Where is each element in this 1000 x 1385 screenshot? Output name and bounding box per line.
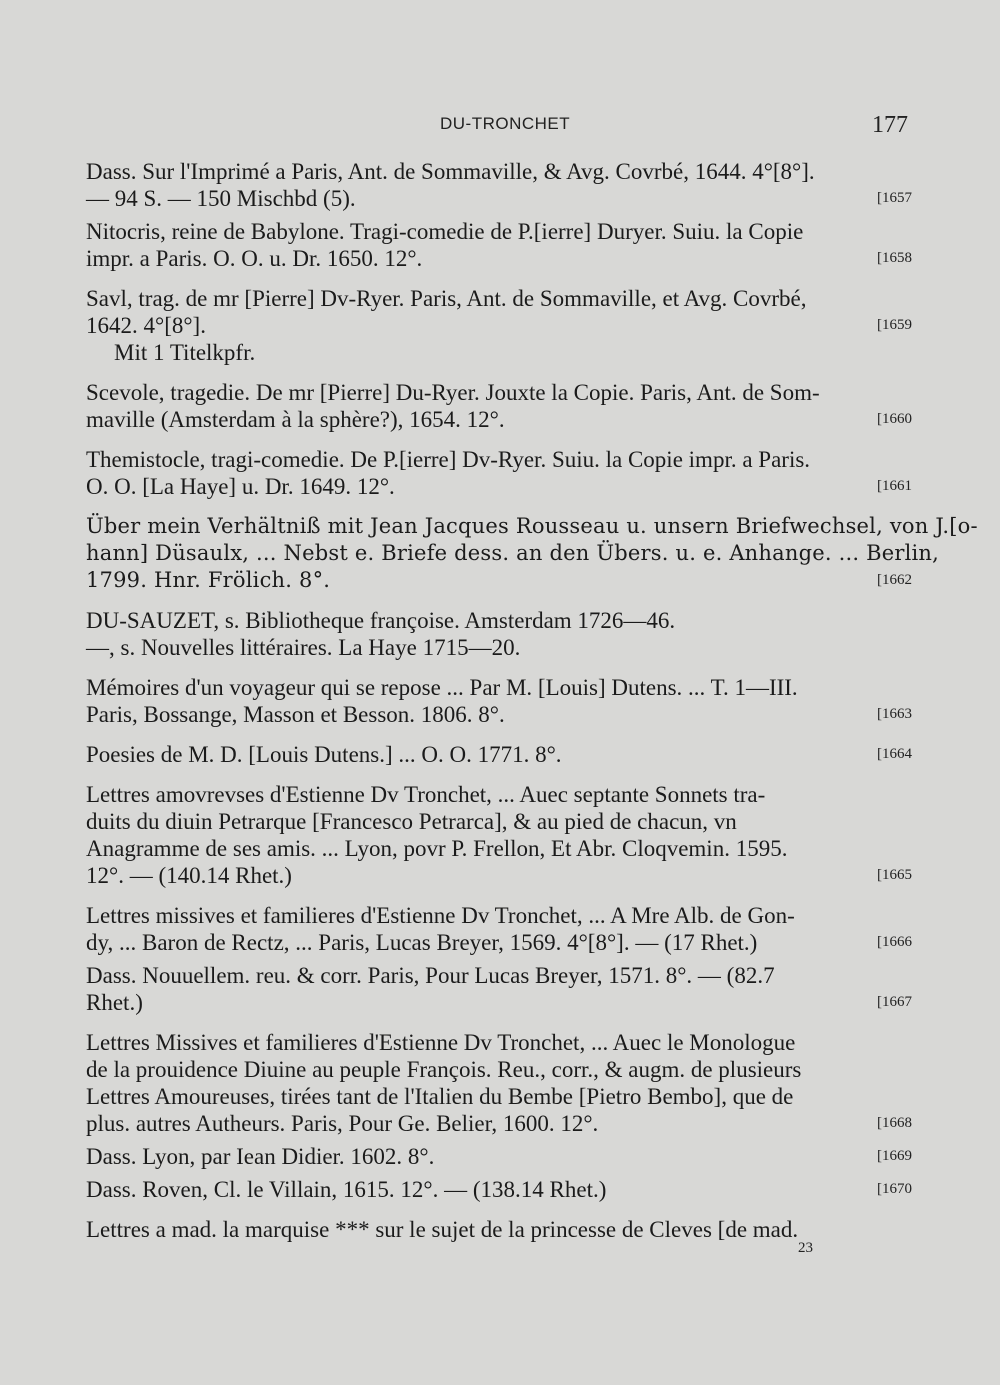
page-header [0, 112, 1000, 142]
catalog-entry [86, 1029, 912, 1137]
entry-line: dy, ... Baron de Rectz, ... Paris, Lucas Breyer, 1569. 4°[8°]. — (17 Rhet.) [86, 930, 758, 955]
catalog-entry [86, 446, 912, 500]
entry-line: Rhet.) [86, 990, 143, 1015]
entry-number: [1659 [877, 317, 912, 333]
entry-line: Lettres amovrevses d'Estienne Dv Tronchet, ... Auec septante Sonnets tra- [86, 782, 766, 807]
entry-line: de la prouidence Diuine au peuple François. Reu., corr., & augm. de plusieurs [86, 1057, 802, 1082]
catalog-entry [86, 1176, 912, 1203]
entry-line: Paris, Bossange, Masson et Besson. 1806. 8°. [86, 702, 505, 727]
catalog-entry [86, 379, 912, 433]
entry-line: Dass. Sur l'Imprimé a Paris, Ant. de Sommaville, & Avg. Covrbé, 1644. 4°[8°]. [86, 159, 815, 184]
entry-line: Mit 1 Titelkpfr. [114, 340, 256, 365]
catalog-entry [86, 674, 912, 728]
entry-line: 1642. 4°[8°]. [86, 313, 206, 338]
catalog-entry [86, 962, 912, 1016]
entry-number: [1663 [877, 706, 912, 722]
entry-line: Themistocle, tragi-comedie. De P.[ierre] Dv-Ryer. Suiu. la Copie impr. a Paris. [86, 447, 811, 472]
catalog-entry [86, 1216, 912, 1243]
entry-line: Anagramme de ses amis. ... Lyon, povr P. Frellon, Et Abr. Cloqvemin. 1595. [86, 836, 788, 861]
entry-line: Lettres missives et familieres d'Estienne Dv Tronchet, ... A Mre Alb. de Gon- [86, 903, 795, 928]
entry-line: maville (Amsterdam à la sphère?), 1654. 12°. [86, 407, 505, 432]
entry-number: [1667 [877, 994, 912, 1010]
catalog-entry [86, 741, 912, 768]
entry-line: impr. a Paris. O. O. u. Dr. 1650. 12°. [86, 246, 423, 271]
catalog-entry [86, 158, 912, 212]
entry-line: Lettres Amoureuses, tirées tant de l'Italien du Bembe [Pietro Bembo], que de [86, 1084, 794, 1109]
catalog-entry [86, 285, 912, 366]
catalog-entry [86, 781, 912, 889]
catalog-entry [86, 607, 912, 661]
entry-line: hann] Düsaulx, ... Nebst e. Briefe dess. an den Übers. u. e. Anhange. ... Berlin, [86, 541, 940, 565]
catalog-entries [86, 158, 978, 1256]
entry-line: plus. autres Autheurs. Paris, Pour Ge. Belier, 1600. 12°. [86, 1111, 599, 1136]
entry-line: DU-SAUZET, s. Bibliotheque françoise. Amsterdam 1726—46. [86, 608, 676, 633]
entry-line: Lettres a mad. la marquise *** sur le sujet de la princesse de Cleves [de mad. [86, 1217, 799, 1242]
entry-line: Über mein Verhältniß mit Jean Jacques Rousseau u. unsern Briefwechsel, von J.[o- [86, 514, 978, 538]
signature-mark: 23 [798, 1240, 813, 1256]
entry-line: Scevole, tragedie. De mr [Pierre] Du-Ryer. Jouxte la Copie. Paris, Ant. de Som- [86, 380, 820, 405]
catalog-entry [86, 1143, 912, 1170]
entry-number: [1661 [877, 478, 912, 494]
page-number: 177 [872, 112, 908, 138]
entry-number: [1669 [877, 1148, 912, 1164]
entry-line: duits du diuin Petrarque [Francesco Petrarca], & au pied de chacun, vn [86, 809, 737, 834]
entry-number: [1670 [877, 1181, 912, 1197]
catalog-entry [86, 218, 912, 272]
catalog-entry [86, 513, 978, 594]
entry-number: [1668 [877, 1115, 912, 1131]
entry-line: — 94 S. — 150 Mischbd (5). [86, 186, 356, 211]
entry-line: Dass. Roven, Cl. le Villain, 1615. 12°. — (138.14 Rhet.) [86, 1177, 607, 1202]
entry-number: [1664 [877, 746, 912, 762]
entry-number: [1666 [877, 934, 912, 950]
entry-line: Poesies de M. D. [Louis Dutens.] ... O. O. 1771. 8°. [86, 742, 562, 767]
entry-line: Savl, trag. de mr [Pierre] Dv-Ryer. Paris, Ant. de Sommaville, et Avg. Covrbé, [86, 286, 807, 311]
entry-number: [1657 [877, 190, 912, 206]
entry-line: 12°. — (140.14 Rhet.) [86, 863, 292, 888]
running-title: DU-TRONCHET [440, 114, 571, 133]
entry-number: [1660 [877, 411, 912, 427]
entry-number: [1665 [877, 867, 912, 883]
entry-line: Lettres Missives et familieres d'Estienne Dv Tronchet, ... Auec le Monologue [86, 1030, 796, 1055]
entry-line: 1799. Hnr. Frölich. 8°. [86, 568, 331, 592]
entry-line: Dass. Nouuellem. reu. & corr. Paris, Pour Lucas Breyer, 1571. 8°. — (82.7 [86, 963, 775, 988]
entry-line: Dass. Lyon, par Iean Didier. 1602. 8°. [86, 1144, 435, 1169]
entry-line: Mémoires d'un voyageur qui se repose ... Par M. [Louis] Dutens. ... T. 1—III. [86, 675, 798, 700]
entry-line: —, s. Nouvelles littéraires. La Haye 1715—20. [86, 635, 521, 660]
catalog-entry [86, 902, 912, 956]
entry-number: [1658 [877, 250, 912, 266]
entry-line: Nitocris, reine de Babylone. Tragi-comedie de P.[ierre] Duryer. Suiu. la Copie [86, 219, 804, 244]
entry-number: [1662 [877, 572, 912, 588]
entry-line: O. O. [La Haye] u. Dr. 1649. 12°. [86, 474, 395, 499]
